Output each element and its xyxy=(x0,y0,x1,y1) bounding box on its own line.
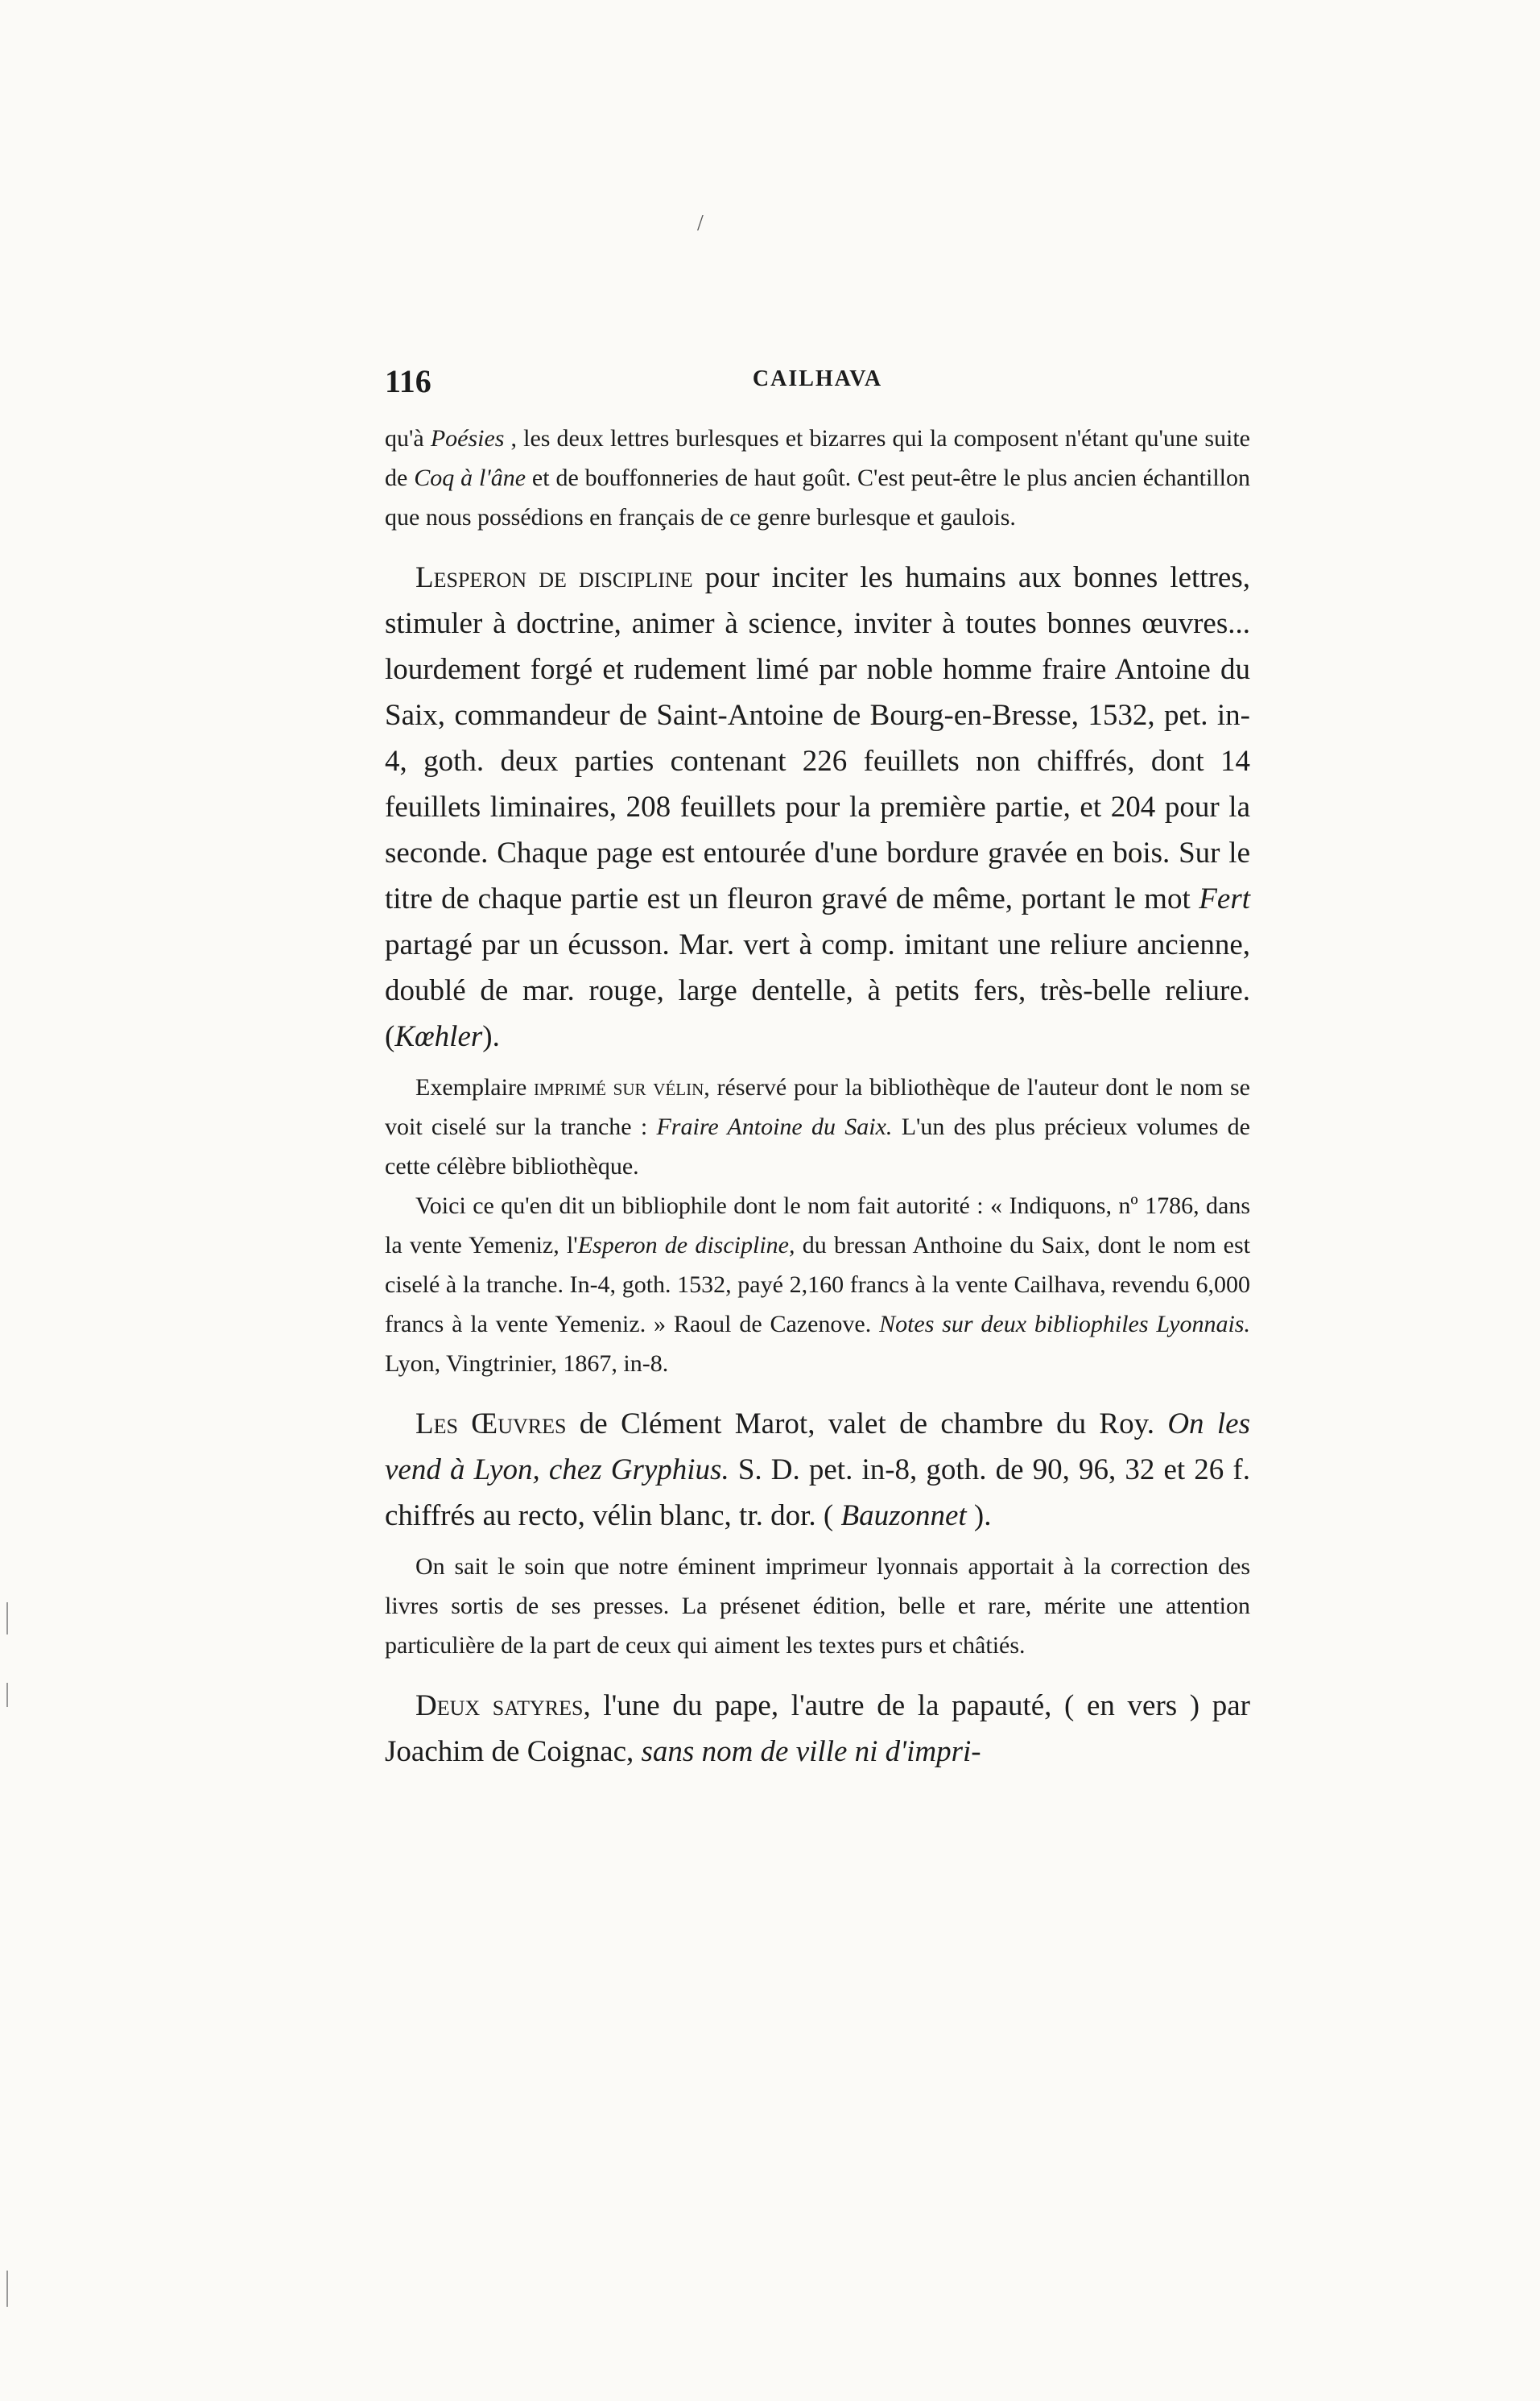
book-page xyxy=(385,362,1250,1775)
scan-edge-mark xyxy=(6,2271,8,2307)
note-bibliophile-quote: Voici ce qu'en dit un bibliophile dont le nom fait autorité : « Indiquons, nº 1786, dans la vente Yemeniz, l'Esperon de discipline, du bressan Anthoine du Saix, dont le nom est ciselé à la tranche. In-4, goth. 1532, payé 2,160 francs à la vente Cailhava, revendu 6,000 francs à la vente Yemeniz. » Raoul de Cazenove. Notes sur deux bibliophiles Lyonnais. Lyon, Vingtrinier, 1867, in-8. xyxy=(385,1192,1250,1377)
stray-mark: / xyxy=(697,211,704,236)
page-header xyxy=(385,362,1250,419)
note-exemplaire: Exemplaire imprimé sur vélin, réservé pour la bibliothèque de l'auteur dont le nom se voit ciselé sur la tranche : Fraire Antoine du Saix. L'un des plus précieux volumes de cette célèbre bibliothèque. xyxy=(385,1074,1250,1180)
page-number: 116 xyxy=(385,363,431,399)
entry-title: Lesperon de discipline xyxy=(415,561,693,594)
scan-edge-mark xyxy=(6,1683,8,1707)
entry-esperon-de-discipline: Lesperon de discipline pour inciter les humains aux bonnes lettres, stimuler à doctrine, animer à science, inviter à toutes bonnes œuvres... lourdement forgé et rudement limé par noble homme fraire Antoine du Saix, commandeur de Saint-Antoine de Bourg-en-Bresse, 1532, pet. in-4, goth. deux parties contenant 226 feuillets non chiffrés, dont 14 feuillets liminaires, 208 feuillets pour la première partie, et 204 pour la seconde. Chaque page est entourée d'une bordure gravée en bois. Sur le titre de chaque partie est un fleuron gravé de même, portant le mot Fert partagé par un écusson. Mar. vert à comp. imitant une reliure ancienne, doublé de mar. rouge, large dentelle, à petits fers, très-belle reliure. (Kœhler). xyxy=(385,561,1250,1053)
scan-edge-mark xyxy=(6,1602,8,1634)
running-head: CAILHAVA xyxy=(752,366,883,391)
paragraph-continuation: qu'à Poésies , les deux lettres burlesques et bizarres qui la composent n'étant qu'une suite de Coq à l'âne et de bouffonneries de haut goût. C'est peut-être le plus ancien échantillon que nous possédions en français de ce genre burlesque et gaulois. xyxy=(385,425,1250,531)
entry-title: Deux satyres xyxy=(415,1689,584,1722)
entry-oeuvres-marot: Les Œuvres de Clément Marot, valet de chambre du Roy. On les vend à Lyon, chez Gryphius. S. D. pet. in-8, goth. de 90, 96, 32 et 26 f. chiffrés au recto, vélin blanc, tr. dor. ( Bauzonnet ). xyxy=(385,1407,1250,1532)
note-marot-edition: On sait le soin que notre éminent imprimeur lyonnais apportait à la correction des livres sortis de ses presses. La présenet édition, belle et rare, mérite une attention particulière de la part de ceux qui aiment les textes purs et châtiés. xyxy=(385,1553,1250,1659)
entry-deux-satyres: Deux satyres, l'une du pape, l'autre de la papauté, ( en vers ) par Joachim de Coignac, sans nom de ville ni d'impri- xyxy=(385,1689,1250,1768)
entry-title: Les Œuvres xyxy=(415,1407,567,1440)
